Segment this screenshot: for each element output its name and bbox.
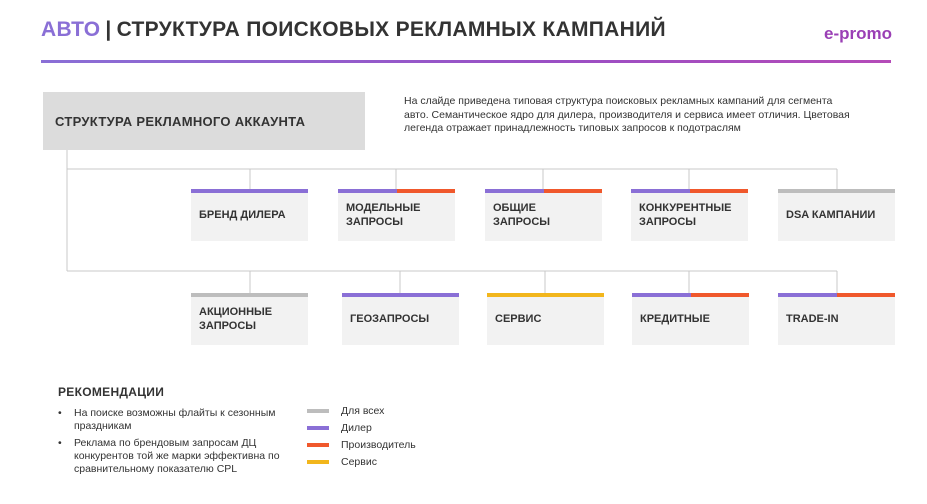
legend-label: Дилер <box>341 421 372 434</box>
color-segment-manufacturer <box>837 293 896 297</box>
recommendations-list <box>58 407 298 480</box>
color-segment-dealer <box>485 189 544 193</box>
legend-item-all <box>307 402 416 419</box>
category-color-bar <box>632 293 749 297</box>
color-segment-dealer <box>191 189 308 193</box>
e-promo-logo: e-promo <box>824 24 892 43</box>
category-node <box>778 189 895 241</box>
category-color-bar <box>631 189 748 193</box>
legend-label: Производитель <box>341 438 416 451</box>
legend-swatch <box>307 443 329 447</box>
legend-label: Сервис <box>341 455 377 468</box>
category-label: СЕРВИС <box>495 313 542 325</box>
category-label: КОНКУРЕНТНЫЕ ЗАПРОСЫ <box>639 202 732 228</box>
legend-item-service <box>307 453 416 470</box>
legend-label: Для всех <box>341 404 385 417</box>
category-color-bar <box>487 293 604 297</box>
color-segment-manufacturer <box>544 189 603 193</box>
color-segment-manufacturer <box>397 189 456 193</box>
category-color-bar <box>191 293 308 297</box>
legend-swatch <box>307 426 329 430</box>
category-label: КРЕДИТНЫЕ <box>640 313 710 325</box>
root-label: СТРУКТУРА РЕКЛАМНОГО АККАУНТА <box>55 113 306 129</box>
legend-item-manufacturer <box>307 436 416 453</box>
color-segment-all <box>191 293 308 297</box>
category-node <box>778 293 895 345</box>
category-label: МОДЕЛЬНЫЕ ЗАПРОСЫ <box>346 202 421 228</box>
bullet-icon: • <box>58 407 62 419</box>
category-node <box>631 189 748 241</box>
color-legend <box>307 402 416 470</box>
color-segment-manufacturer <box>690 189 749 193</box>
color-segment-dealer <box>778 293 837 297</box>
category-color-bar <box>191 189 308 193</box>
title-separator: | <box>105 18 112 41</box>
color-segment-all <box>778 189 895 193</box>
category-color-bar <box>485 189 602 193</box>
category-label: БРЕНД ДИЛЕРА <box>199 209 286 221</box>
bullet-icon: • <box>58 437 62 449</box>
recommendations-title: РЕКОМЕНДАЦИИ <box>58 385 165 399</box>
category-node <box>191 189 308 241</box>
category-color-bar <box>342 293 459 297</box>
category-color-bar <box>778 293 895 297</box>
legend-swatch <box>307 409 329 413</box>
color-segment-dealer <box>632 293 691 297</box>
category-label: ГЕОЗАПРОСЫ <box>350 313 430 325</box>
category-node <box>487 293 604 345</box>
category-node <box>191 293 308 345</box>
recommendation-text: Реклама по брендовым запросам ДЦ конкурентов той же марки эффективна по сравнительному показателю CPL <box>74 437 280 475</box>
segment-label: АВТО <box>41 18 101 41</box>
category-node <box>342 293 459 345</box>
color-segment-manufacturer <box>691 293 750 297</box>
title-text: СТРУКТУРА ПОИСКОВЫХ РЕКЛАМНЫХ КАМПАНИЙ <box>116 18 666 41</box>
color-segment-service <box>487 293 604 297</box>
category-color-bar <box>338 189 455 193</box>
legend-item-dealer <box>307 419 416 436</box>
color-segment-dealer <box>342 293 459 297</box>
category-node <box>485 189 602 241</box>
category-label: TRADE-IN <box>786 313 839 325</box>
recommendation-text: На поиске возможны флайты к сезонным праздникам <box>74 407 276 432</box>
category-label: DSA КАМПАНИИ <box>786 209 876 221</box>
legend-swatch <box>307 460 329 464</box>
category-label: ОБЩИЕ ЗАПРОСЫ <box>493 202 551 228</box>
category-node <box>632 293 749 345</box>
category-node <box>338 189 455 241</box>
recommendation-item <box>58 437 298 476</box>
color-segment-dealer <box>338 189 397 193</box>
color-segment-dealer <box>631 189 690 193</box>
recommendation-item <box>58 407 298 433</box>
category-color-bar <box>778 189 895 193</box>
category-label: АКЦИОННЫЕ ЗАПРОСЫ <box>199 306 273 332</box>
intro-text: На слайде приведена типовая структура поисковых рекламных кампаний для сегмента авто. Семантическое ядро для дилера, производителя и сервиса имеет отличия. Цветовая легенда отражает принадлежность типовых запросов к подотраслям <box>404 95 850 134</box>
